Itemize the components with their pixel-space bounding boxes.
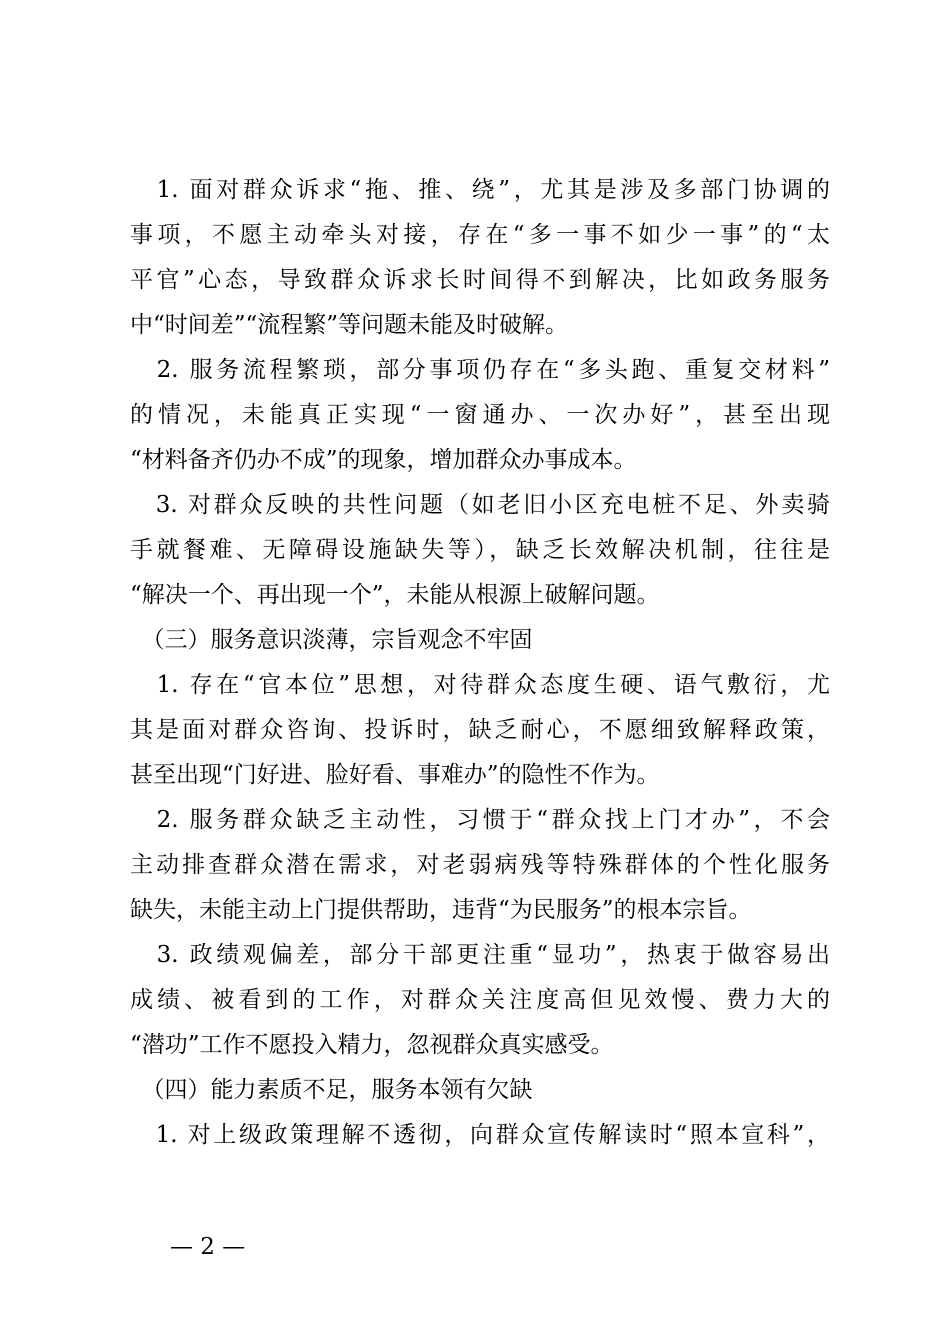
section-heading-3: （三）服务意识淡薄，宗旨观念不牢固 [130,627,533,653]
text-line-19: 成绩、被看到的工作，对群众关注度高但见效慢、费力大的 [130,987,830,1013]
text-line-13: 其是面对群众咨询、投诉时，缺乏耐心，不愿细致解释政策， [130,717,830,743]
text-line-20: “潜功”工作不愿投入精力，忽视群众真实感受。 [130,1032,614,1058]
text-line-4: 中“时间差”“流程繁”等问题未能及时破解。 [130,312,569,338]
text-line-7: “材料备齐仍办不成”的现象，增加群众办事成本。 [130,447,637,473]
text-line-1: 1. 面对群众诉求“拖、推、绕”，尤其是涉及多部门协调的 [130,177,830,203]
text-line-6: 的情况，未能真正实现“一窗通办、一次办好”，甚至出现 [130,402,830,428]
text-line-18: 3. 政绩观偏差，部分干部更注重“显功”，热衷于做容易出 [130,942,830,968]
text-line-2: 事项，不愿主动牵头对接，存在“多一事不如少一事”的“太 [130,222,830,248]
text-line-17: 缺失，未能主动上门提供帮助，违背“为民服务”的根本宗旨。 [130,897,752,923]
section-heading-4: （四）能力素质不足，服务本领有欠缺 [130,1077,533,1103]
text-line-14: 甚至出现“门好进、脸好看、事难办”的隐性不作为。 [130,762,660,788]
text-line-9: 手就餐难、无障碍设施缺失等），缺乏长效解决机制，往往是 [130,537,830,563]
text-line-3: 平官”心态，导致群众诉求长时间得不到解决，比如政务服务 [130,267,830,293]
text-line-22: 1. 对上级政策理解不透彻，向群众宣传解读时“照本宣科”， [130,1122,830,1148]
text-line-15: 2. 服务群众缺乏主动性，习惯于“群众找上门才办”，不会 [130,807,830,833]
text-line-8: 3. 对群众反映的共性问题（如老旧小区充电桩不足、外卖骑 [130,492,830,518]
text-line-5: 2. 服务流程繁琐，部分事项仍存在“多头跑、重复交材料” [130,357,830,383]
text-line-12: 1. 存在“官本位”思想，对待群众态度生硬、语气敷衍，尤 [130,672,830,698]
text-line-16: 主动排查群众潜在需求，对老弱病残等特殊群体的个性化服务 [130,852,830,878]
text-line-10: “解决一个、再出现一个”，未能从根源上破解问题。 [130,582,660,608]
page-number: — 2 — [170,1234,246,1260]
